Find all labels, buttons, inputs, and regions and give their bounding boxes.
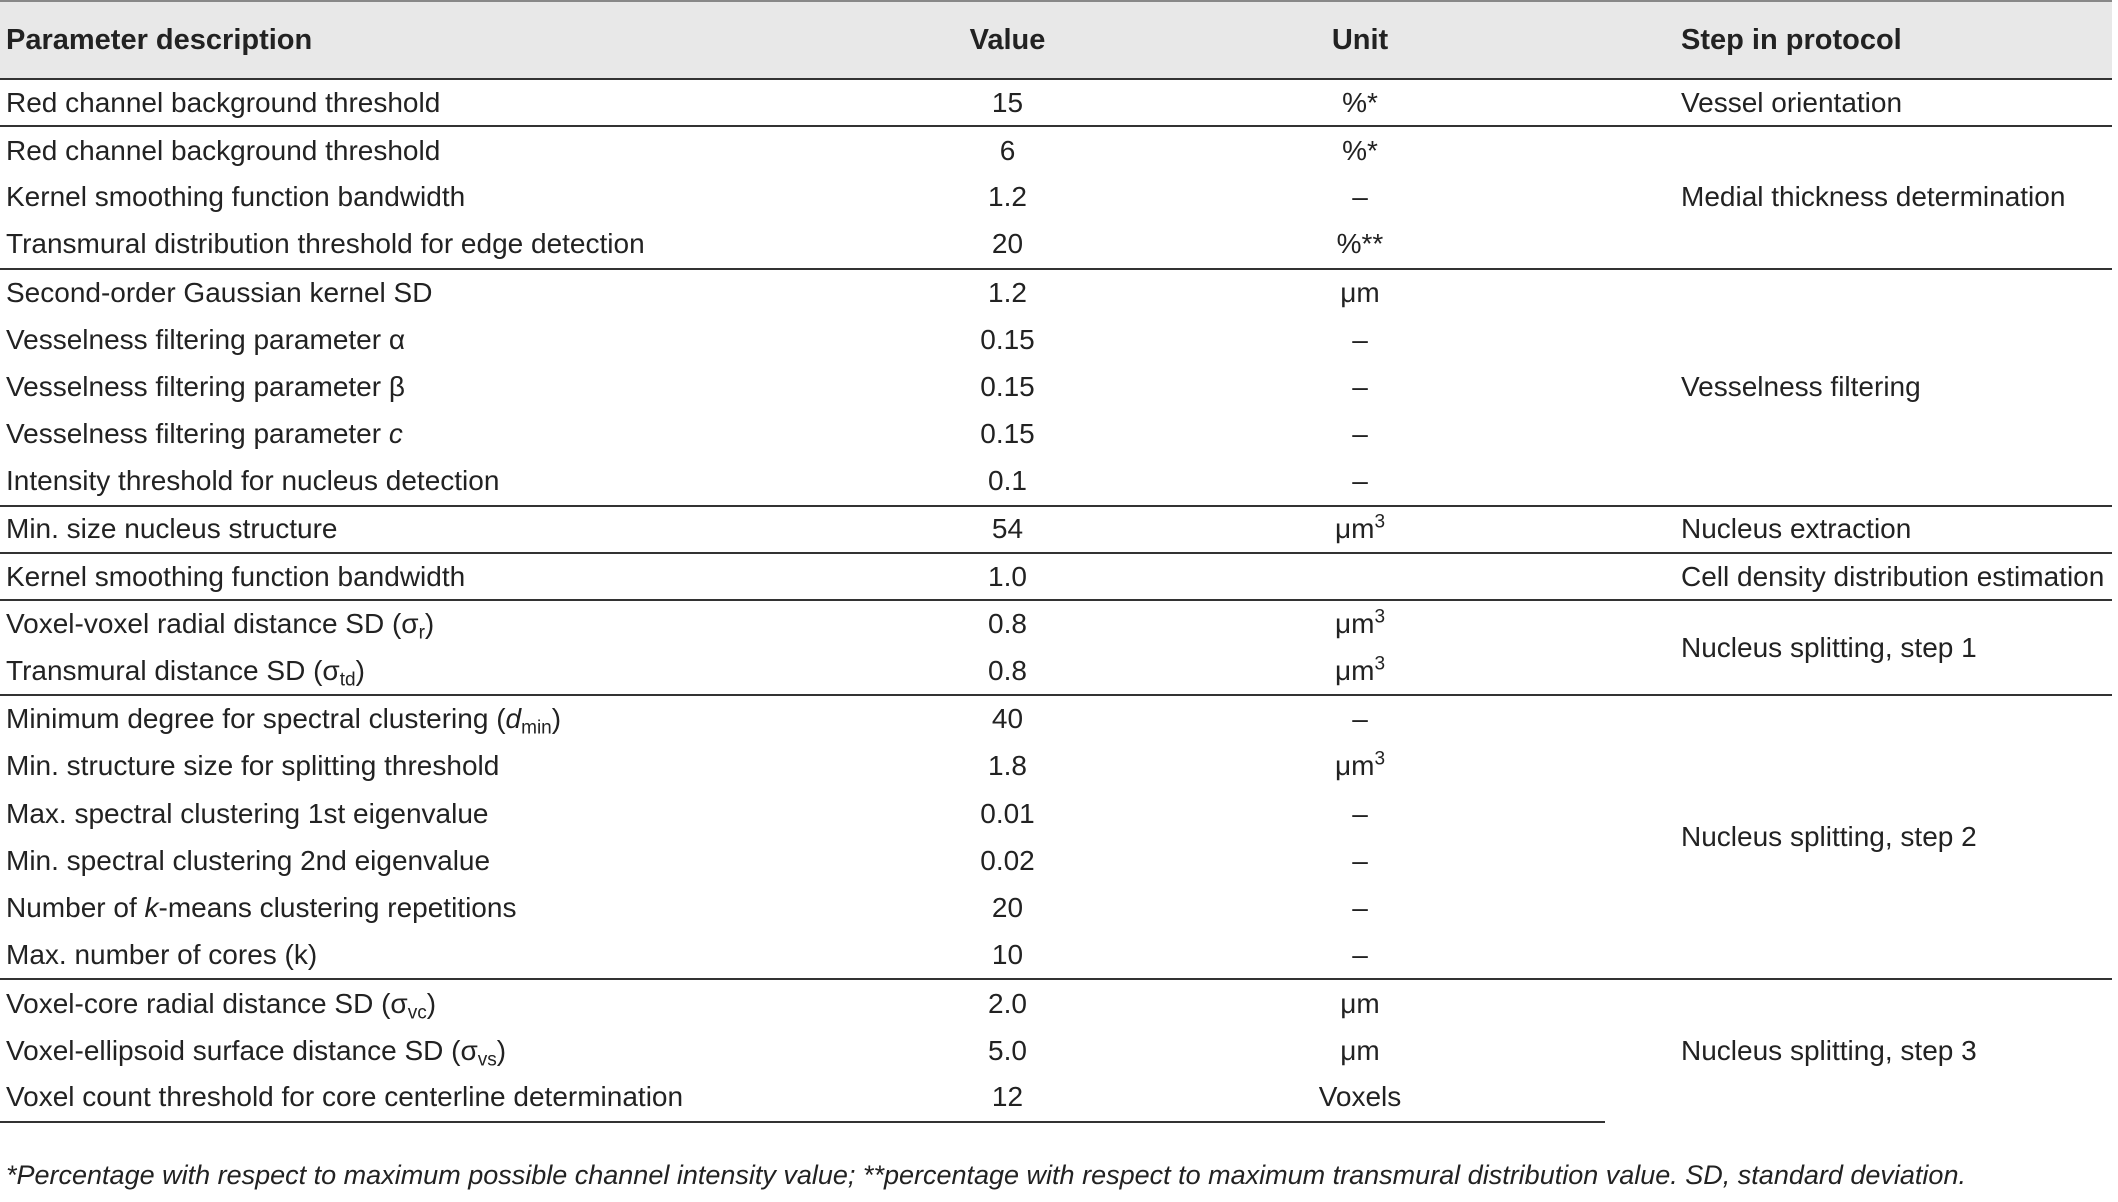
step-cell: Nucleus extraction (1605, 506, 2112, 553)
parameter-cell: Max. number of cores (k) (6, 939, 318, 971)
unit-cell: μm (1115, 269, 1605, 316)
unit-cell: – (1352, 844, 1368, 876)
table-row (0, 269, 2112, 316)
parameter-subscript: td (339, 669, 356, 691)
unit-text: μm (1334, 654, 1375, 686)
unit-cell: – (1352, 465, 1368, 497)
parameter-cell: Max. spectral clustering 1st eigenvalue (6, 797, 489, 829)
parameter-text-suffix: ) (355, 654, 365, 686)
parameter-subscript: vs (477, 1048, 497, 1070)
unit-cell: – (1352, 418, 1368, 450)
parameter-cell (0, 648, 900, 695)
parameter-subscript: r (418, 622, 425, 644)
unit-cell: %** (1336, 228, 1384, 260)
table-row (0, 695, 2112, 742)
value-cell: 1.2 (900, 269, 1115, 316)
unit-cell (1115, 506, 1605, 553)
table-row (0, 600, 2112, 647)
parameter-cell: Red channel background threshold (0, 126, 900, 173)
unit-cell: – (1352, 797, 1368, 829)
value-cell: 10 (991, 939, 1024, 971)
unit-superscript: 3 (1374, 748, 1386, 770)
unit-superscript: 3 (1374, 607, 1386, 629)
unit-cell: – (1352, 323, 1368, 355)
parameter-text: Minimum degree for spectral clustering ( (6, 703, 506, 735)
value-cell: 0.8 (988, 654, 1027, 686)
parameter-subscript: min (521, 717, 552, 739)
value-cell: 0.15 (980, 323, 1035, 355)
header-step: Step in protocol (1605, 1, 2112, 79)
value-cell: 0.1 (988, 465, 1027, 497)
value-cell: 6 (900, 126, 1115, 173)
header-parameter: Parameter description (0, 1, 900, 79)
parameter-text-suffix: ) (551, 703, 562, 735)
parameter-cell (0, 885, 900, 932)
parameter-cell: Kernel smoothing function bandwidth (6, 181, 466, 213)
parameter-cell (0, 1027, 900, 1074)
value-cell: 0.01 (980, 797, 1035, 829)
unit-text: μm (1334, 750, 1375, 782)
parameter-cell (0, 979, 900, 1026)
step-cell: Cell density distribution estimation (1605, 553, 2112, 600)
parameter-cell (0, 695, 900, 742)
value-cell: 1.0 (900, 553, 1115, 600)
value-cell: 0.02 (980, 844, 1035, 876)
header-unit: Unit (1115, 1, 1605, 79)
value-cell: 40 (900, 695, 1115, 742)
unit-cell: %* (1115, 126, 1605, 173)
table-row (0, 126, 2112, 173)
value-cell: 0.15 (980, 371, 1035, 403)
parameter-italic: k (144, 892, 159, 924)
parameter-cell: Vesselness filtering parameter β (6, 371, 405, 403)
parameter-cell (0, 411, 900, 458)
step-cell: Nucleus splitting, step 3 (1605, 979, 2112, 1121)
table-row (0, 979, 2112, 1026)
parameter-text: Number of (6, 892, 145, 924)
unit-cell: – (1115, 695, 1605, 742)
unit-cell: – (1352, 181, 1368, 213)
value-cell: 20 (991, 892, 1024, 924)
parameter-text: Vesselness filtering parameter (6, 418, 389, 450)
step-cell: Nucleus splitting, step 1 (1605, 600, 2112, 695)
value-cell: 2.0 (900, 979, 1115, 1026)
unit-cell: μm (1340, 1034, 1380, 1066)
unit-cell: – (1352, 371, 1368, 403)
parameter-text-suffix: ) (496, 1034, 507, 1066)
value-cell: 0.8 (900, 600, 1115, 647)
table-header-row (0, 1, 2112, 79)
step-cell: Vesselness filtering (1605, 269, 2112, 506)
value-cell: 5.0 (988, 1034, 1027, 1066)
header-value: Value (900, 1, 1115, 79)
parameter-cell: Vesselness filtering parameter α (6, 323, 406, 355)
parameter-italic: d (505, 703, 522, 735)
unit-cell (1115, 600, 1605, 647)
unit-cell: %* (1115, 79, 1605, 126)
table-row (0, 553, 2112, 600)
unit-cell (1115, 648, 1605, 695)
parameter-text: Transmural distance SD (σ (6, 654, 340, 686)
unit-text: μm (1334, 513, 1375, 545)
parameter-cell: Min. structure size for splitting threshold (6, 750, 500, 782)
parameter-cell: Min. spectral clustering 2nd eigenvalue (6, 844, 491, 876)
parameter-cell: Red channel background threshold (0, 79, 900, 126)
value-cell: 12 (900, 1074, 1115, 1121)
value-cell: 1.8 (988, 750, 1027, 782)
table-row (0, 79, 2112, 126)
unit-cell (1115, 553, 1605, 600)
parameter-text-suffix: -means clustering repetitions (158, 892, 517, 924)
unit-cell: Voxels (1115, 1074, 1605, 1121)
parameter-cell: Second-order Gaussian kernel SD (0, 269, 900, 316)
parameter-text-suffix: ) (424, 608, 435, 640)
parameter-cell: Transmural distribution threshold for edge detection (6, 228, 645, 260)
value-cell: 20 (991, 228, 1024, 260)
step-cell: Vessel orientation (1605, 79, 2112, 126)
unit-cell (1115, 742, 1605, 789)
value-cell: 1.2 (988, 181, 1027, 213)
value-cell: 0.15 (980, 418, 1035, 450)
parameter-cell: Kernel smoothing function bandwidth (0, 553, 900, 600)
unit-text: μm (1334, 608, 1375, 640)
unit-superscript: 3 (1374, 511, 1386, 533)
table-row (0, 506, 2112, 553)
parameter-text: Voxel-voxel radial distance SD (σ (6, 608, 419, 640)
parameter-text-suffix: ) (426, 987, 437, 1019)
unit-cell: – (1352, 939, 1368, 971)
parameter-text: Voxel-core radial distance SD (σ (6, 987, 408, 1019)
parameter-cell: Voxel count threshold for core centerline determination (0, 1074, 900, 1121)
value-cell: 54 (900, 506, 1115, 553)
parameter-text: Voxel-ellipsoid surface distance SD (σ (6, 1034, 478, 1066)
parameter-subscript: vc (407, 1001, 427, 1023)
unit-superscript: 3 (1374, 653, 1386, 675)
unit-cell: – (1352, 892, 1368, 924)
table-footnote: *Percentage with respect to maximum possible channel intensity value; **percentage with respect to maximum transmural distribution value. SD, standard deviation. (6, 1160, 1966, 1190)
step-cell: Nucleus splitting, step 2 (1605, 695, 2112, 979)
value-cell: 15 (900, 79, 1115, 126)
unit-cell: μm (1115, 979, 1605, 1026)
parameter-cell (0, 600, 900, 647)
parameter-italic: c (388, 418, 403, 450)
step-cell: Medial thickness determination (1605, 126, 2112, 268)
parameter-cell: Intensity threshold for nucleus detection (6, 465, 500, 497)
parameter-cell: Min. size nucleus structure (0, 506, 900, 553)
